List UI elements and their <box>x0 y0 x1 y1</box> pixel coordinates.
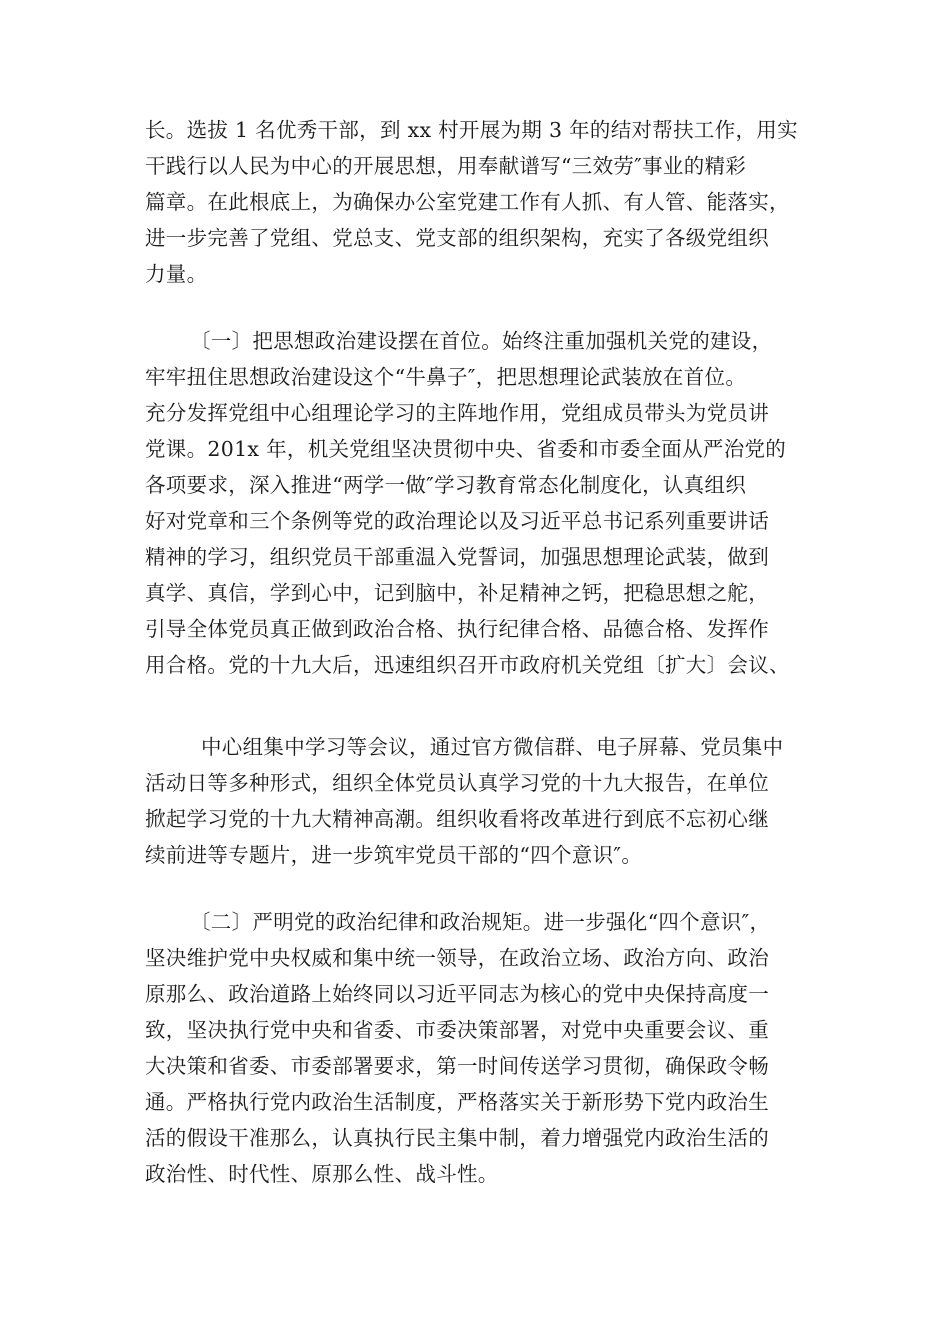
text-line: 各项要求，深入推进“两学一做″学习教育常态化制度化，认真组织 <box>145 473 747 497</box>
text-line: 政治性、时代性、原那么性、战斗性。 <box>145 1162 499 1186</box>
text-line: 掀起学习党的十九大精神高潮。组织收看将改革进行到底不忘初心继 <box>145 807 769 831</box>
text-line: 用合格。党的十九大后，迅速组织召开市政府机关党组〔扩大〕会议、 <box>145 653 790 677</box>
text-line: 长。选拔 1 名优秀干部，到 xx 村开展为期 3 年的结对帮扶工作，用实 <box>145 118 798 142</box>
text-line: 坚决维护党中央权威和集中统一领导，在政治立场、政治方向、政治 <box>145 946 769 970</box>
text-line: 〔一〕把思想政治建设摆在首位。始终注重加强机关党的建设， <box>190 329 773 353</box>
text-line: 力量。 <box>145 262 208 286</box>
text-line: 进一步完善了党组、党总支、党支部的组织架构，充实了各级党组织 <box>145 226 769 250</box>
text-line: 活动日等多种形式，组织全体党员认真学习党的十九大报告，在单位 <box>145 771 769 795</box>
text-line: 精神的学习，组织党员干部重温入党誓词，加强思想理论武装，做到 <box>145 545 769 569</box>
text-line: 党课。201x 年，机关党组坚决贯彻中央、省委和市委全面从严治党的 <box>145 437 787 461</box>
text-line: 牢牢扭住思想政治建设这个“牛鼻子″，把思想理论武装放在首位。 <box>145 365 747 389</box>
text-line: 致，坚决执行党中央和省委、市委决策部署，对党中央重要会议、重 <box>145 1018 769 1042</box>
text-line: 续前进等专题片，进一步筑牢党员干部的“四个意识″。 <box>145 843 643 867</box>
text-line: 通。严格执行党内政治生活制度，严格落实关于新形势下党内政治生 <box>145 1090 769 1114</box>
text-line: 充分发挥党组中心组理论学习的主阵地作用，党组成员带头为党员讲 <box>145 401 769 425</box>
text-line: 〔二〕严明党的政治纪律和政治规矩。进一步强化“四个意识″， <box>190 910 771 934</box>
text-line: 篇章。在此根底上，为确保办公室党建工作有人抓、有人管、能落实， <box>145 190 790 214</box>
text-line: 引导全体党员真正做到政治合格、执行纪律合格、品德合格、发挥作 <box>145 617 769 641</box>
text-line: 中心组集中学习等会议，通过官方微信群、电子屏幕、党员集中 <box>201 735 784 759</box>
text-line: 真学、真信，学到心中，记到脑中，补足精神之钙，把稳思想之舵， <box>145 581 769 605</box>
text-line: 干践行以人民为中心的开展思想，用奉献谱写“三效劳″事业的精彩 <box>145 154 747 178</box>
text-line: 大决策和省委、市委部署要求，第一时间传送学习贯彻，确保政令畅 <box>145 1054 769 1078</box>
text-line: 原那么、政治道路上始终同以习近平同志为核心的党中央保持高度一 <box>145 982 769 1006</box>
text-line: 好对党章和三个条例等党的政治理论以及习近平总书记系列重要讲话 <box>145 509 769 533</box>
text-line: 活的假设干准那么，认真执行民主集中制，着力增强党内政治生活的 <box>145 1126 769 1150</box>
